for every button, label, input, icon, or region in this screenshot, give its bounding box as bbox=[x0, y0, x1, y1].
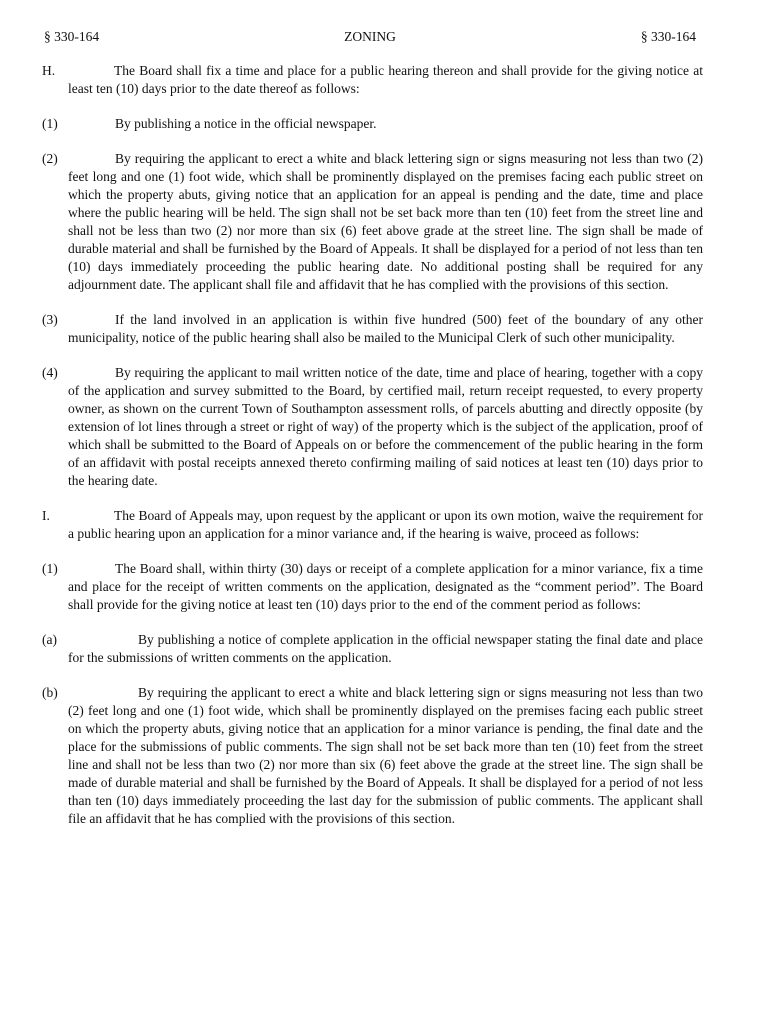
paragraph-marker: (4) bbox=[42, 365, 58, 380]
paragraph-marker: (2) bbox=[42, 151, 58, 166]
paragraph-text: By requiring the applicant to mail written notice of the date, time and place of hearing, together with a copy of the application and survey submitted to the Board, by certified mail, return receipt requested, to every property owner, as shown on the current Town of Southampton assessment rolls, of parcels abutting and directly opposite (by extension of lot lines through a street or right of way) of the property which is the subject of the application, proof of which shall be submitted to the Board of Appeals on or before the commencement of the public hearing in the form of an affidavit with postal receipts annexed thereto confirming mailing of said notices at least ten (10) days prior to the hearing date. bbox=[68, 365, 703, 488]
header-section-left: § 330-164 bbox=[44, 29, 100, 44]
paragraph-text: By requiring the applicant to erect a white and black lettering sign or signs measuring not less than two (2) feet long and one (1) foot wide, which shall be prominently displayed on the premises facing each public street on which the property abuts, giving notice that an application for an appeal is pending and the date, time and place where the public hearing will be held. The sign shall not be set back more than ten (10) feet from the street line and shall not be less than two (2) nor more than six (6) feet above grade at the street line. The sign shall be made of durable material and shall be furnished by the Board of Appeals. It shall be displayed for a period of not less than ten (10) days immediately proceeding the public hearing date. No additional posting shall be required for any adjournment date. The applicant shall file and affidavit that he has complied with the provisions of this section. bbox=[68, 151, 703, 292]
paragraph-text: The Board of Appeals may, upon request by the applicant or upon its own motion, waive the requirement for a public hearing upon an application for a minor variance and, if the hearing is waive, proceed as follows: bbox=[68, 508, 703, 541]
paragraph-text: The Board shall, within thirty (30) days or receipt of a complete application for a minor variance, fix a time and place for the receipt of written comments on the application, designated as the “comment period”. The Board shall provide for the giving notice at least ten (10) days prior to the end of the comment period as follows: bbox=[68, 561, 703, 612]
page-header bbox=[44, 29, 696, 47]
paragraph-i-1 bbox=[42, 560, 703, 614]
paragraph-h-1 bbox=[42, 115, 703, 133]
paragraph-text: By publishing a notice of complete application in the official newspaper stating the final date and place for the submissions of written comments on the application. bbox=[68, 632, 703, 665]
paragraph-marker: (1) bbox=[42, 116, 58, 131]
header-title: ZONING bbox=[344, 29, 396, 44]
paragraph-marker: (1) bbox=[42, 561, 58, 576]
paragraph-i bbox=[42, 507, 703, 543]
paragraph-text: By requiring the applicant to erect a white and black lettering sign or signs measuring not less than two (2) feet long and one (1) foot wide, which shall be prominently displayed on the premises facing each public street on which the property abuts, giving notice that an application for a minor variance is pending, the final date and the place for the submissions of public comments. The sign shall not be set back more than ten (10) feet from the street line and shall not be less than two (2) nor more than six (6) feet above the grade at the street line. The sign shall be made of durable material and shall be furnished by the Board of Appeals. It shall be displayed for a period of not less than ten (10) days immediately proceeding the last day for the submission of public comments. The applicant shall file an affidavit that he has complied with the provisions of this section. bbox=[68, 685, 703, 826]
paragraph-text: The Board shall fix a time and place for a public hearing thereon and shall provide for the giving notice at least ten (10) days prior to the date thereof as follows: bbox=[68, 63, 703, 96]
paragraph-h-4 bbox=[42, 364, 703, 490]
paragraph-marker: (a) bbox=[42, 632, 57, 647]
paragraph-h-3 bbox=[42, 311, 703, 347]
document-body bbox=[42, 62, 703, 828]
paragraph-marker: (b) bbox=[42, 685, 58, 700]
paragraph-marker: I. bbox=[42, 508, 50, 523]
paragraph-marker: H. bbox=[42, 63, 56, 78]
paragraph-marker: (3) bbox=[42, 312, 58, 327]
paragraph-i-1-b bbox=[42, 684, 703, 828]
header-section-right: § 330-164 bbox=[640, 29, 696, 44]
paragraph-text: If the land involved in an application is within five hundred (500) feet of the boundary of any other municipality, notice of the public hearing shall also be mailed to the Municipal Clerk of such other municipality. bbox=[68, 312, 703, 345]
paragraph-h bbox=[42, 62, 703, 98]
paragraph-text: By publishing a notice in the official newspaper. bbox=[115, 116, 377, 131]
paragraph-h-2 bbox=[42, 150, 703, 294]
paragraph-i-1-a bbox=[42, 631, 703, 667]
